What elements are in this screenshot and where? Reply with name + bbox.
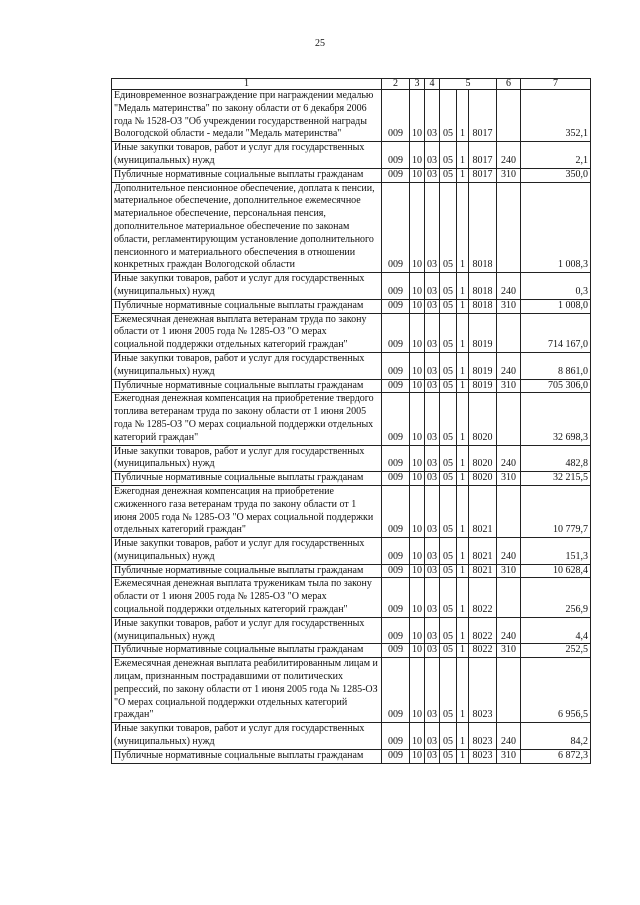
table-row xyxy=(112,182,591,273)
row-section-code: 10 xyxy=(410,299,425,313)
row-direction-code: 8018 xyxy=(469,299,497,313)
row-direction-code: 8022 xyxy=(469,578,497,617)
header-col-3: 3 xyxy=(410,79,425,90)
row-expense-type: 310 xyxy=(497,564,521,578)
row-ved-code: 009 xyxy=(382,564,410,578)
row-ved-code: 009 xyxy=(382,445,410,472)
row-program-code: 05 xyxy=(440,578,457,617)
row-direction-code: 8019 xyxy=(469,313,497,352)
row-section-code: 10 xyxy=(410,352,425,379)
row-amount: 252,5 xyxy=(521,644,591,658)
row-amount: 2,1 xyxy=(521,142,591,169)
row-program-code: 05 xyxy=(440,313,457,352)
row-program-code: 05 xyxy=(440,352,457,379)
row-expense-type: 310 xyxy=(497,168,521,182)
row-amount: 32 698,3 xyxy=(521,393,591,445)
row-name: Публичные нормативные социальные выплаты гражданам xyxy=(112,749,382,763)
row-subprogram-code: 1 xyxy=(457,617,469,644)
row-expense-type: 240 xyxy=(497,723,521,750)
table-row xyxy=(112,472,591,486)
table-row xyxy=(112,393,591,445)
row-expense-type xyxy=(497,313,521,352)
row-subprogram-code: 1 xyxy=(457,379,469,393)
table-row xyxy=(112,617,591,644)
row-program-code: 05 xyxy=(440,142,457,169)
row-name: Публичные нормативные социальные выплаты гражданам xyxy=(112,299,382,313)
row-subsection-code: 03 xyxy=(425,313,440,352)
row-program-code: 05 xyxy=(440,749,457,763)
row-direction-code: 8023 xyxy=(469,749,497,763)
row-section-code: 10 xyxy=(410,445,425,472)
table-row xyxy=(112,379,591,393)
row-section-code: 10 xyxy=(410,749,425,763)
row-section-code: 10 xyxy=(410,379,425,393)
row-section-code: 10 xyxy=(410,485,425,537)
row-name: Иные закупки товаров, работ и услуг для государственных (муниципальных) нужд xyxy=(112,538,382,565)
row-amount: 352,1 xyxy=(521,90,591,142)
row-direction-code: 8020 xyxy=(469,472,497,486)
table-row xyxy=(112,538,591,565)
row-subsection-code: 03 xyxy=(425,564,440,578)
row-direction-code: 8018 xyxy=(469,273,497,300)
table-row xyxy=(112,749,591,763)
row-ved-code: 009 xyxy=(382,299,410,313)
row-name: Иные закупки товаров, работ и услуг для государственных (муниципальных) нужд xyxy=(112,723,382,750)
row-subprogram-code: 1 xyxy=(457,723,469,750)
row-direction-code: 8021 xyxy=(469,538,497,565)
row-subprogram-code: 1 xyxy=(457,578,469,617)
row-name: Иные закупки товаров, работ и услуг для государственных (муниципальных) нужд xyxy=(112,445,382,472)
row-section-code: 10 xyxy=(410,578,425,617)
row-name: Ежемесячная денежная выплата труженикам тыла по закону области от 1 июня 2005 года № 1285-ОЗ "О мерах социальной поддержки отдельных категорий граждан" xyxy=(112,578,382,617)
row-program-code: 05 xyxy=(440,273,457,300)
row-amount: 4,4 xyxy=(521,617,591,644)
row-subprogram-code: 1 xyxy=(457,749,469,763)
row-subprogram-code: 1 xyxy=(457,472,469,486)
row-ved-code: 009 xyxy=(382,168,410,182)
row-ved-code: 009 xyxy=(382,723,410,750)
row-subsection-code: 03 xyxy=(425,393,440,445)
row-subprogram-code: 1 xyxy=(457,538,469,565)
row-section-code: 10 xyxy=(410,644,425,658)
row-subprogram-code: 1 xyxy=(457,445,469,472)
row-expense-type xyxy=(497,658,521,723)
row-program-code: 05 xyxy=(440,445,457,472)
row-section-code: 10 xyxy=(410,472,425,486)
table-row xyxy=(112,485,591,537)
row-subsection-code: 03 xyxy=(425,578,440,617)
row-program-code: 05 xyxy=(440,617,457,644)
header-col-1: 1 xyxy=(112,79,382,90)
row-subprogram-code: 1 xyxy=(457,182,469,273)
row-name: Ежемесячная денежная выплата реабилитированным лицам и лицам, признанным пострадавшими от политических репрессий, по закону области от 1 июня 2005 года № 1285-ОЗ "О мерах социальной поддержки отдельных категорий граждан" xyxy=(112,658,382,723)
row-ved-code: 009 xyxy=(382,658,410,723)
table-row xyxy=(112,564,591,578)
row-expense-type: 240 xyxy=(497,352,521,379)
row-subprogram-code: 1 xyxy=(457,658,469,723)
row-subsection-code: 03 xyxy=(425,472,440,486)
table-row xyxy=(112,578,591,617)
row-program-code: 05 xyxy=(440,472,457,486)
row-direction-code: 8022 xyxy=(469,617,497,644)
row-section-code: 10 xyxy=(410,658,425,723)
row-section-code: 10 xyxy=(410,393,425,445)
row-direction-code: 8017 xyxy=(469,142,497,169)
row-subsection-code: 03 xyxy=(425,379,440,393)
header-row xyxy=(112,79,591,90)
row-name: Публичные нормативные социальные выплаты гражданам xyxy=(112,168,382,182)
row-amount: 6 872,3 xyxy=(521,749,591,763)
row-ved-code: 009 xyxy=(382,617,410,644)
row-subsection-code: 03 xyxy=(425,723,440,750)
row-name: Ежегодная денежная компенсация на приобретение сжиженного газа ветеранам труда по закону области от 1 июня 2005 года № 1285-ОЗ "О мерах социальной поддержки отдельных категорий граждан" xyxy=(112,485,382,537)
row-program-code: 05 xyxy=(440,379,457,393)
row-name: Ежегодная денежная компенсация на приобретение твердого топлива ветеранам труда по закону области от 1 июня 2005 года № 1285-ОЗ "О мерах социальной поддержки отдельных категорий граждан" xyxy=(112,393,382,445)
row-subsection-code: 03 xyxy=(425,90,440,142)
row-ved-code: 009 xyxy=(382,538,410,565)
table-row xyxy=(112,723,591,750)
row-amount: 32 215,5 xyxy=(521,472,591,486)
row-ved-code: 009 xyxy=(382,472,410,486)
row-program-code: 05 xyxy=(440,393,457,445)
row-section-code: 10 xyxy=(410,142,425,169)
table-row xyxy=(112,273,591,300)
row-name: Дополнительное пенсионное обеспечение, доплата к пенсии, материальное обеспечение, дополнительное ежемесячное материальное обеспечение, персональная пенсия, дополнительное материальное обеспечение по законам области, регламентирующим установление дополнительного пенсионного и материального обеспечения в отношении конкретных граждан Вологодской области xyxy=(112,182,382,273)
row-expense-type: 310 xyxy=(497,472,521,486)
row-name: Иные закупки товаров, работ и услуг для государственных (муниципальных) нужд xyxy=(112,142,382,169)
row-subsection-code: 03 xyxy=(425,273,440,300)
row-subprogram-code: 1 xyxy=(457,273,469,300)
row-subprogram-code: 1 xyxy=(457,352,469,379)
row-program-code: 05 xyxy=(440,485,457,537)
row-ved-code: 009 xyxy=(382,142,410,169)
row-amount: 705 306,0 xyxy=(521,379,591,393)
row-expense-type: 240 xyxy=(497,142,521,169)
row-name: Публичные нормативные социальные выплаты гражданам xyxy=(112,644,382,658)
header-col-2: 2 xyxy=(382,79,410,90)
row-amount: 482,8 xyxy=(521,445,591,472)
row-expense-type: 310 xyxy=(497,379,521,393)
row-direction-code: 8017 xyxy=(469,90,497,142)
row-ved-code: 009 xyxy=(382,352,410,379)
row-subprogram-code: 1 xyxy=(457,142,469,169)
row-ved-code: 009 xyxy=(382,644,410,658)
row-subsection-code: 03 xyxy=(425,182,440,273)
row-subsection-code: 03 xyxy=(425,168,440,182)
row-program-code: 05 xyxy=(440,564,457,578)
row-direction-code: 8018 xyxy=(469,182,497,273)
row-amount: 0,3 xyxy=(521,273,591,300)
row-direction-code: 8019 xyxy=(469,379,497,393)
row-section-code: 10 xyxy=(410,564,425,578)
row-expense-type xyxy=(497,90,521,142)
row-subprogram-code: 1 xyxy=(457,485,469,537)
row-amount: 1 008,3 xyxy=(521,182,591,273)
row-section-code: 10 xyxy=(410,313,425,352)
row-ved-code: 009 xyxy=(382,90,410,142)
row-subsection-code: 03 xyxy=(425,352,440,379)
row-direction-code: 8019 xyxy=(469,352,497,379)
row-program-code: 05 xyxy=(440,644,457,658)
row-amount: 8 861,0 xyxy=(521,352,591,379)
table-row xyxy=(112,352,591,379)
row-program-code: 05 xyxy=(440,658,457,723)
row-expense-type xyxy=(497,578,521,617)
row-amount: 84,2 xyxy=(521,723,591,750)
row-subprogram-code: 1 xyxy=(457,168,469,182)
table-row xyxy=(112,299,591,313)
header-col-7: 7 xyxy=(521,79,591,90)
row-subsection-code: 03 xyxy=(425,538,440,565)
row-program-code: 05 xyxy=(440,299,457,313)
header-col-5: 5 xyxy=(440,79,497,90)
row-ved-code: 009 xyxy=(382,182,410,273)
row-subsection-code: 03 xyxy=(425,644,440,658)
row-direction-code: 8020 xyxy=(469,393,497,445)
row-name: Иные закупки товаров, работ и услуг для государственных (муниципальных) нужд xyxy=(112,617,382,644)
table-row xyxy=(112,445,591,472)
row-expense-type xyxy=(497,485,521,537)
row-amount: 1 008,0 xyxy=(521,299,591,313)
row-section-code: 10 xyxy=(410,90,425,142)
row-amount: 350,0 xyxy=(521,168,591,182)
row-direction-code: 8023 xyxy=(469,658,497,723)
row-section-code: 10 xyxy=(410,617,425,644)
row-subprogram-code: 1 xyxy=(457,90,469,142)
row-direction-code: 8017 xyxy=(469,168,497,182)
row-section-code: 10 xyxy=(410,168,425,182)
row-amount: 256,9 xyxy=(521,578,591,617)
row-expense-type: 240 xyxy=(497,617,521,644)
row-program-code: 05 xyxy=(440,723,457,750)
budget-table xyxy=(111,78,591,764)
table-row xyxy=(112,90,591,142)
row-program-code: 05 xyxy=(440,538,457,565)
row-ved-code: 009 xyxy=(382,578,410,617)
table-body xyxy=(112,90,591,764)
row-subsection-code: 03 xyxy=(425,299,440,313)
row-expense-type: 240 xyxy=(497,445,521,472)
row-direction-code: 8021 xyxy=(469,564,497,578)
row-amount: 151,3 xyxy=(521,538,591,565)
row-direction-code: 8021 xyxy=(469,485,497,537)
row-section-code: 10 xyxy=(410,538,425,565)
row-expense-type xyxy=(497,182,521,273)
row-expense-type: 310 xyxy=(497,644,521,658)
row-expense-type: 310 xyxy=(497,299,521,313)
table-row xyxy=(112,168,591,182)
row-subsection-code: 03 xyxy=(425,142,440,169)
row-name: Единовременное вознаграждение при награждении медалью "Медаль материнства" по закону области от 6 декабря 2006 года № 1528-ОЗ "Об учреждении государственной награды Вологодской области - медали "Медаль материнства" xyxy=(112,90,382,142)
row-subsection-code: 03 xyxy=(425,445,440,472)
row-amount: 6 956,5 xyxy=(521,658,591,723)
row-ved-code: 009 xyxy=(382,273,410,300)
row-expense-type: 240 xyxy=(497,538,521,565)
row-amount: 10 779,7 xyxy=(521,485,591,537)
row-subprogram-code: 1 xyxy=(457,644,469,658)
row-ved-code: 009 xyxy=(382,749,410,763)
table-row xyxy=(112,142,591,169)
row-expense-type: 240 xyxy=(497,273,521,300)
row-ved-code: 009 xyxy=(382,313,410,352)
row-amount: 714 167,0 xyxy=(521,313,591,352)
table-row xyxy=(112,644,591,658)
row-expense-type xyxy=(497,393,521,445)
row-ved-code: 009 xyxy=(382,485,410,537)
row-subprogram-code: 1 xyxy=(457,299,469,313)
row-name: Публичные нормативные социальные выплаты гражданам xyxy=(112,379,382,393)
header-col-4: 4 xyxy=(425,79,440,90)
table-row xyxy=(112,658,591,723)
header-col-6: 6 xyxy=(497,79,521,90)
row-program-code: 05 xyxy=(440,90,457,142)
row-direction-code: 8020 xyxy=(469,445,497,472)
row-name: Публичные нормативные социальные выплаты гражданам xyxy=(112,564,382,578)
row-section-code: 10 xyxy=(410,723,425,750)
row-subprogram-code: 1 xyxy=(457,393,469,445)
row-subsection-code: 03 xyxy=(425,658,440,723)
row-ved-code: 009 xyxy=(382,379,410,393)
row-program-code: 05 xyxy=(440,182,457,273)
table-row xyxy=(112,313,591,352)
row-direction-code: 8022 xyxy=(469,644,497,658)
row-subprogram-code: 1 xyxy=(457,313,469,352)
row-subsection-code: 03 xyxy=(425,749,440,763)
row-program-code: 05 xyxy=(440,168,457,182)
row-subsection-code: 03 xyxy=(425,485,440,537)
row-section-code: 10 xyxy=(410,273,425,300)
page-number: 25 xyxy=(315,38,325,49)
row-name: Иные закупки товаров, работ и услуг для государственных (муниципальных) нужд xyxy=(112,273,382,300)
row-ved-code: 009 xyxy=(382,393,410,445)
row-subprogram-code: 1 xyxy=(457,564,469,578)
row-name: Ежемесячная денежная выплата ветеранам труда по закону области от 1 июня 2005 года № 1285-ОЗ "О мерах социальной поддержки отдельных категорий граждан" xyxy=(112,313,382,352)
row-name: Иные закупки товаров, работ и услуг для государственных (муниципальных) нужд xyxy=(112,352,382,379)
row-section-code: 10 xyxy=(410,182,425,273)
row-amount: 10 628,4 xyxy=(521,564,591,578)
row-expense-type: 310 xyxy=(497,749,521,763)
row-name: Публичные нормативные социальные выплаты гражданам xyxy=(112,472,382,486)
row-direction-code: 8023 xyxy=(469,723,497,750)
row-subsection-code: 03 xyxy=(425,617,440,644)
